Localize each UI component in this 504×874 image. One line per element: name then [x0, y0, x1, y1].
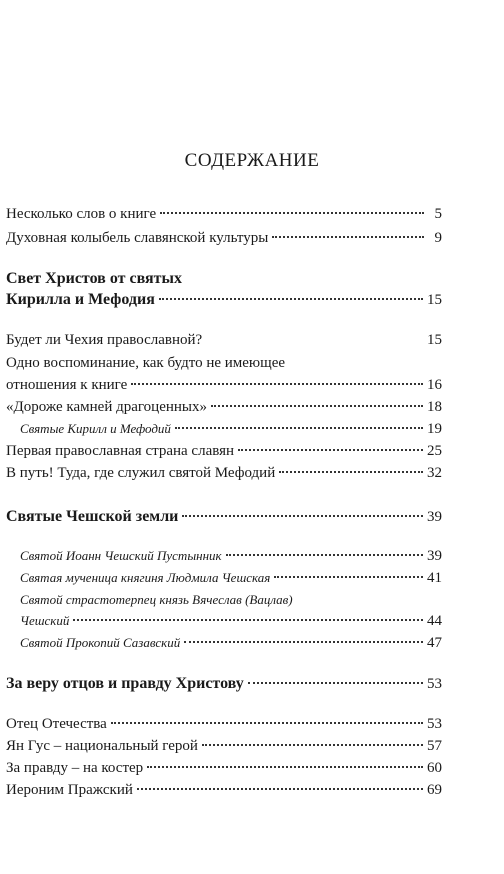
toc-entry-text: За веру отцов и правду Христову — [6, 675, 244, 692]
toc-entry-text: Духовная колыбель славянской культуры — [6, 230, 269, 246]
toc-entry-page: 5 — [434, 206, 442, 222]
leader-dots — [159, 298, 423, 300]
page-title: СОДЕРЖАНИЕ — [184, 150, 320, 171]
toc-entry-text: Несколько слов о книге — [6, 206, 157, 222]
toc-entry-page: 53 — [427, 716, 442, 732]
leader-dots — [160, 212, 424, 214]
toc-entry[interactable] — [6, 464, 442, 482]
toc-entry-page: 41 — [427, 570, 442, 586]
section-heading[interactable] — [6, 291, 442, 309]
toc-entry-page: 53 — [427, 676, 442, 692]
toc-entry-page: 60 — [427, 760, 442, 776]
toc-entry-text: Чешский — [20, 613, 70, 628]
toc-entry-page: 15 — [427, 332, 442, 348]
toc-entry-text: Первая православная страна славян — [6, 443, 235, 459]
toc-subentry[interactable] — [20, 612, 442, 630]
section-heading-line1: Свет Христов от святых — [6, 270, 183, 287]
toc-entry-text: «Дороже камней драгоценных» — [6, 399, 207, 415]
toc-entry-page: 39 — [427, 548, 442, 564]
toc-entry-text: Отец Отечества — [6, 716, 107, 732]
toc-entry-text: Святые Кирилл и Мефодий — [20, 421, 171, 436]
leader-dots — [111, 722, 423, 724]
leader-dots — [238, 449, 423, 451]
toc-entry[interactable] — [6, 398, 442, 416]
toc-entry[interactable] — [6, 781, 442, 799]
toc-entry[interactable] — [6, 331, 442, 349]
leader-dots — [147, 766, 423, 768]
leader-dots — [182, 515, 423, 517]
toc-entry[interactable] — [6, 376, 442, 394]
leader-dots — [274, 576, 423, 578]
leader-dots — [272, 236, 424, 238]
toc-entry[interactable] — [6, 715, 442, 733]
toc-entry-page: 32 — [427, 465, 442, 481]
leader-dots — [211, 405, 423, 407]
leader-dots — [131, 383, 423, 385]
leader-dots — [73, 619, 423, 621]
toc-entry[interactable] — [6, 205, 442, 223]
toc-entry-page: 18 — [427, 399, 442, 415]
toc-entry-text: Кирилла и Мефодия — [6, 291, 155, 308]
toc-subentry-line1: Святой страстотерпец князь Вячеслав (Вацлав) — [20, 592, 293, 607]
toc-entry-page: 9 — [434, 230, 442, 246]
leader-dots — [184, 641, 423, 643]
toc-subentry[interactable] — [20, 569, 442, 587]
toc-entry[interactable] — [6, 759, 442, 777]
toc-entry-page: 39 — [427, 509, 442, 525]
leader-dots — [279, 471, 423, 473]
toc-entry-page: 16 — [427, 377, 442, 393]
toc-entry-page: 19 — [427, 421, 442, 437]
toc-entry[interactable] — [6, 229, 442, 247]
toc-entry-text: отношения к книге — [6, 377, 128, 393]
toc-subentry[interactable] — [20, 634, 442, 652]
leader-dots — [137, 788, 423, 790]
toc-entry-line1: Одно воспоминание, как будто не имеющее — [6, 355, 286, 371]
leader-dots — [206, 338, 423, 340]
toc-entry-text: Будет ли Чехия православной? — [6, 332, 203, 348]
toc-entry-text: За правду – на костер — [6, 760, 144, 776]
toc-entry[interactable] — [6, 442, 442, 460]
toc-entry-page: 15 — [427, 292, 442, 308]
toc-entry[interactable] — [6, 737, 442, 755]
toc-entry-text: Иероним Пражский — [6, 782, 133, 798]
toc-subentry[interactable] — [20, 547, 442, 565]
toc-entry-page: 47 — [427, 635, 442, 651]
leader-dots — [175, 427, 423, 429]
toc-entry-text: Святая мученица княгиня Людмила Чешская — [20, 570, 271, 585]
leader-dots — [226, 554, 423, 556]
toc-entry-page: 44 — [427, 613, 442, 629]
toc-entry-text: Ян Гус – национальный герой — [6, 738, 198, 754]
toc-entry-text: Святые Чешской земли — [6, 508, 179, 525]
toc-entry-text: В путь! Туда, где служил святой Мефодий — [6, 465, 276, 481]
leader-dots — [248, 682, 423, 684]
section-heading[interactable] — [6, 508, 442, 526]
toc-entry-page: 69 — [427, 782, 442, 798]
toc-entry-text: Святой Иоанн Чешский Пустынник — [20, 548, 222, 563]
toc-entry-text: Святой Прокопий Сазавский — [20, 635, 181, 650]
toc-subentry[interactable] — [20, 420, 442, 438]
toc-entry-page: 57 — [427, 738, 442, 754]
toc-entry-page: 25 — [427, 443, 442, 459]
leader-dots — [202, 744, 423, 746]
section-heading[interactable] — [6, 675, 442, 693]
